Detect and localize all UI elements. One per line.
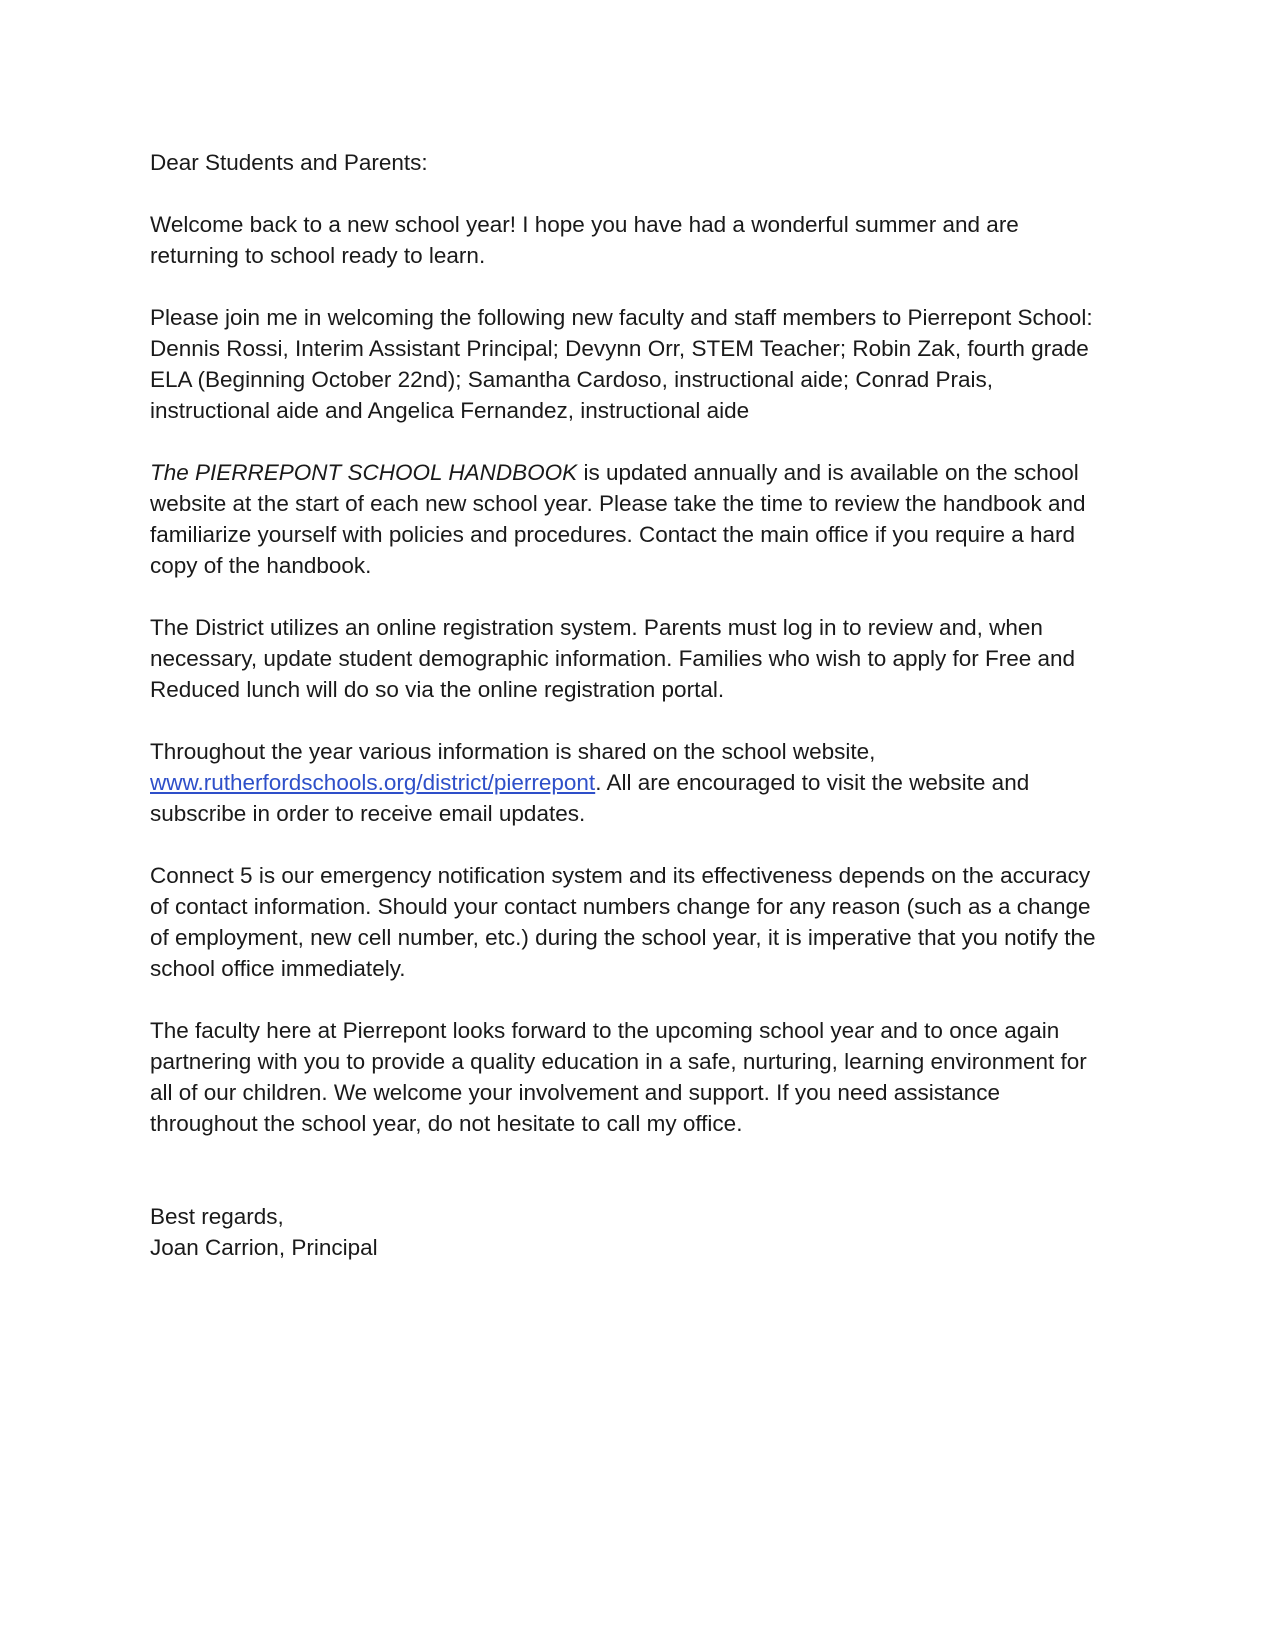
website-line-2 [150,767,1130,798]
website-line-2-rest: . All are encouraged to visit the website and [595,770,1030,795]
new-staff-line-2: Dennis Rossi, Interim Assistant Principal; Devynn Orr, STEM Teacher; Robin Zak, fourth grade [150,336,1089,361]
connect5-line-3: of employment, new cell number, etc.) during the school year, it is imperative that you notify the [150,925,1096,950]
welcome-paragraph [150,209,1130,271]
sign-off: Best regards, [150,1204,284,1229]
handbook-title: The PIERREPONT SCHOOL HANDBOOK [150,460,578,485]
new-staff-line-1: Please join me in welcoming the following new faculty and staff members to Pierrepont School: [150,305,1093,330]
registration-line-3: Reduced lunch will do so via the online registration portal. [150,677,725,702]
signature: Joan Carrion, Principal [150,1235,378,1260]
website-line-1: Throughout the year various information is shared on the school website, [150,739,876,764]
salutation [150,147,1130,178]
welcome-line-2: returning to school ready to learn. [150,243,486,268]
registration-line-1: The District utilizes an online registration system. Parents must log in to review and, when [150,615,1043,640]
website-paragraph [150,736,1130,829]
handbook-line-4: copy of the handbook. [150,553,372,578]
closing-line-2: partnering with you to provide a quality education in a safe, nurturing, learning environment for [150,1049,1087,1074]
letter-body [150,147,1130,1263]
closing-line-3: all of our children. We welcome your involvement and support. If you need assistance [150,1080,1001,1105]
website-line-3: subscribe in order to receive email updates. [150,801,586,826]
handbook-paragraph [150,457,1130,581]
salutation-line: Dear Students and Parents: [150,150,428,175]
handbook-line-1-rest: is updated annually and is available on the school [577,460,1079,485]
connect5-line-4: school office immediately. [150,956,406,981]
new-staff-line-3: ELA (Beginning October 22nd); Samantha Cardoso, instructional aide; Conrad Prais, [150,367,993,392]
connect5-line-1: Connect 5 is our emergency notification system and its effectiveness depends on the accuracy [150,863,1091,888]
registration-paragraph [150,612,1130,705]
welcome-line-1: Welcome back to a new school year! I hope you have had a wonderful summer and are [150,212,1019,237]
school-website-link[interactable]: www.rutherfordschools.org/district/pierrepont [150,770,596,795]
handbook-line-2: website at the start of each new school year. Please take the time to review the handbook and [150,491,1086,516]
connect5-paragraph [150,860,1130,984]
handbook-line-1 [150,457,1130,488]
new-staff-line-4: instructional aide and Angelica Fernandez, instructional aide [150,398,750,423]
new-staff-paragraph [150,302,1130,426]
closing-line-1: The faculty here at Pierrepont looks forward to the upcoming school year and to once again [150,1018,1060,1043]
connect5-line-2: of contact information. Should your contact numbers change for any reason (such as a change [150,894,1091,919]
registration-line-2: necessary, update student demographic information. Families who wish to apply for Free and [150,646,1076,671]
sign-off-block [150,1201,1130,1263]
closing-paragraph [150,1015,1130,1139]
handbook-line-3: familiarize yourself with policies and procedures. Contact the main office if you require a hard [150,522,1076,547]
closing-line-4: throughout the school year, do not hesitate to call my office. [150,1111,743,1136]
